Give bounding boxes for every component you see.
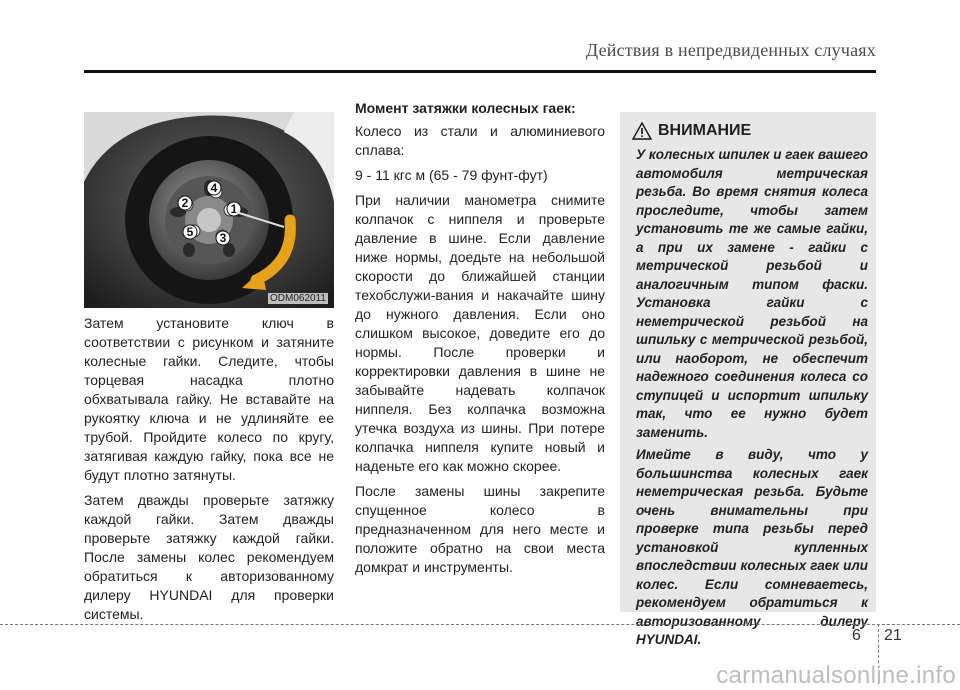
nut-number-4: 4 [210, 181, 218, 195]
warning-body [636, 146, 868, 654]
section-number: 6 [852, 627, 861, 644]
nut-number-1: 1 [230, 202, 238, 216]
wheel-figure [84, 112, 334, 308]
watermark: carmanualsonline.info [716, 662, 956, 689]
paragraph: При наличии манометра снимите колпачок с ниппеля и проверьте давление в шине. Если давление ниже нормы, доедьте на небольшой скорости до ближайшей станции техобслужи-вания и накачайте шину до нужного давления. Если оно слишком высокое, доведите его до нормы. После проверки и корректировки давления в шине не забывайте надевать колпачок ниппеля. Без колпачка возможна утечка воздуха из шины. При потере колпачка ниппеля купите новый и наденьте его как можно скорее. [355, 192, 605, 474]
warning-triangle-icon [632, 122, 652, 140]
nut-number-2: 2 [181, 196, 189, 210]
warning-box [620, 112, 876, 647]
wheel-illustration [84, 112, 334, 308]
paragraph: После замены шины закрепите спущенное колесо в предназначенном для него месте и положите обратно на свои места домкрат и инструменты. [355, 483, 605, 575]
warning-title: ВНИМАНИЕ [658, 122, 752, 139]
column-middle [355, 99, 605, 583]
header-rule [84, 70, 876, 73]
figure-code: ODM062011 [270, 293, 326, 304]
nut-number-3: 3 [219, 231, 227, 245]
paragraph: Затем дважды проверьте затяжку каждой гайки. Затем дважды проверьте затяжку каждой гайки. После замены колес рекомендуем обратиться к авторизованному дилеру HYUNDAI для проверки системы. [84, 492, 334, 622]
footer-divider [0, 624, 960, 625]
paragraph: Колесо из стали и алюминиевого сплава: [355, 123, 605, 158]
warning-paragraph: Имейте в виду, что у большинства колесных гаек неметрическая резьба. Будьте очень внимательны при проверке типа резьбы перед установкой купленных впоследствии колесных гаек или колес. Если сомневаетесь, рекомендуем обратиться к авторизованному дилеру HYUNDAI. [636, 447, 868, 647]
column-left [84, 314, 334, 630]
paragraph: 9 - 11 кгс м (65 - 79 фунт-фут) [355, 167, 548, 183]
nut-number-5: 5 [186, 225, 194, 239]
paragraph: Затем установите ключ в соответствии с рисунком и затяните колесные гайки. Следите, чтобы торцевая насадка плотно обхватывала гайку. Не вставайте на рукоятку ключа и не удлиняйте ее трубой. Пройдите колесо по кругу, затягивая каждую гайку, пока все не будут плотно затянуты. [84, 315, 334, 483]
running-header: Действия в непредвиденных случаях [585, 40, 876, 60]
page-number: 21 [884, 627, 902, 644]
section-heading: Момент затяжки колесных гаек: [355, 100, 576, 116]
warning-header [632, 120, 751, 142]
warning-paragraph: У колесных шпилек и гаек вашего автомобиля метрическая резьба. Во время снятия колеса проследите, чтобы затем установить те же самые гайки, а при их замене - гайки с метрической резьбой и аналогичным типом фаски. Установка гайки с неметрической резьбой на шпильку с метрической резьбой, или наоборот, не обеспечит надежного соединения колеса со ступицей и испортит шпильку так, что ее нужно будет заменить. [636, 147, 868, 440]
